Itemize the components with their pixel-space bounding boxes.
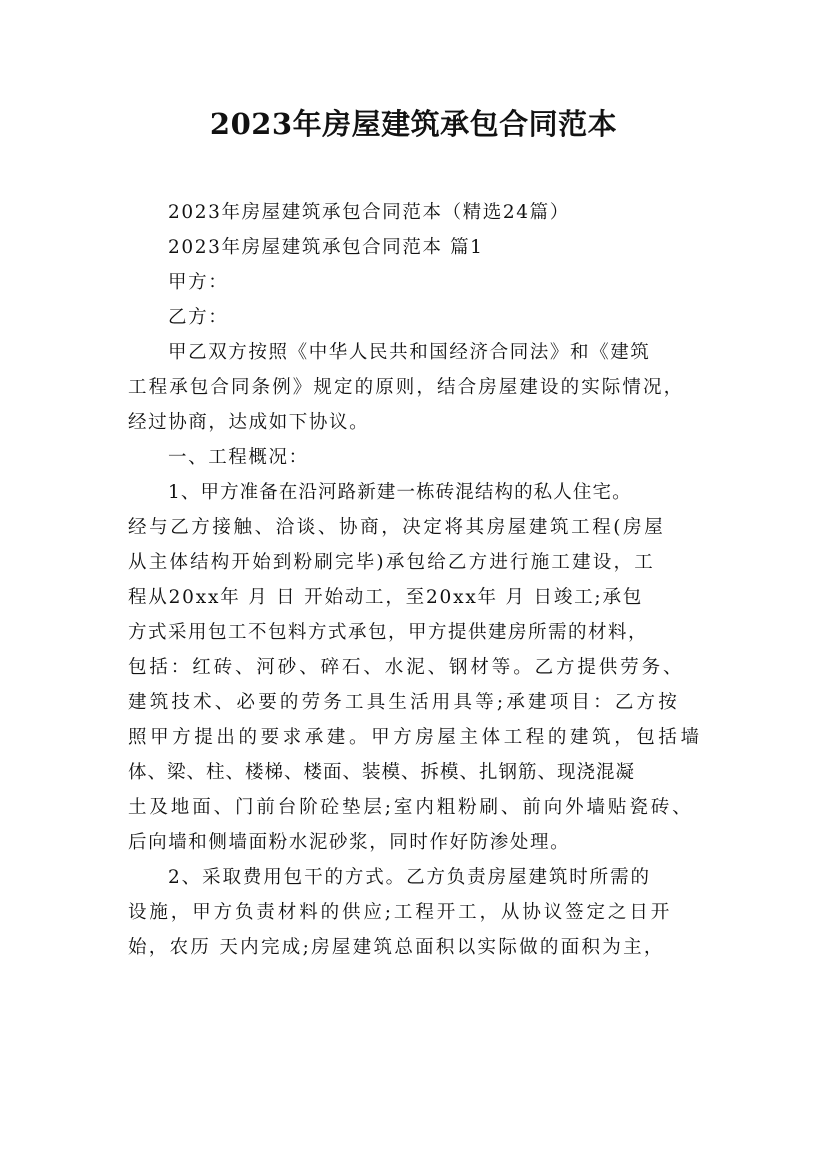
paragraph-line: 经与乙方接触、洽谈、协商，决定将其房屋建筑工程(房屋 xyxy=(128,517,666,538)
paragraph-line: 设施，甲方负责材料的供应;工程开工，从协议签定之日开 xyxy=(128,902,673,923)
paragraph-line: 包括：红砖、河砂、碎石、水泥、钢材等。乙方提供劳务、 xyxy=(128,657,685,678)
paragraph-line: 体、梁、柱、楼梯、楼面、装模、拆模、扎钢筋、现浇混凝 xyxy=(128,762,636,783)
paragraph-line: 程从20xx年 月 日 开始动工，至20xx年 月 日竣工;承包 xyxy=(128,587,644,608)
paragraph-line: 方式采用包工不包料方式承包，甲方提供建房所需的材料， xyxy=(128,622,649,643)
paragraph-line: 始，农历 天内完成;房屋建筑总面积以实际做的面积为主， xyxy=(128,937,665,958)
subtitle-line: 2023年房屋建筑承包合同范本（精选24篇） xyxy=(168,202,570,223)
party-b-line: 乙方： xyxy=(168,307,229,328)
document-body xyxy=(128,195,708,965)
clause-heading: 一、工程概况： xyxy=(168,447,309,468)
paragraph-line: 后向墙和侧墙面粉水泥砂浆，同时作好防渗处理。 xyxy=(128,832,571,853)
paragraph-line: 甲乙双方按照《中华人民共和国经济合同法》和《建筑 xyxy=(168,342,651,363)
section-heading: 2023年房屋建筑承包合同范本 篇1 xyxy=(168,237,484,258)
party-a-line: 甲方： xyxy=(168,272,229,293)
paragraph-line: 从主体结构开始到粉刷完毕)承包给乙方进行施工建设，工 xyxy=(128,552,655,573)
paragraph-line: 照甲方提出的要求承建。甲方房屋主体工程的建筑，包括墙 xyxy=(128,727,703,748)
paragraph-line: 土及地面、门前台阶砼垫层;室内粗粉刷、前向外墙贴瓷砖、 xyxy=(128,797,694,818)
paragraph-line: 建筑技术、必要的劳务工具生活用具等;承建项目：乙方按 xyxy=(128,692,680,713)
paragraph-line: 1、甲方准备在沿河路新建一栋砖混结构的私人住宅。 xyxy=(168,482,632,503)
document-title: 2023年房屋建筑承包合同范本 xyxy=(209,107,618,141)
paragraph-line: 2、采取费用包干的方式。乙方负责房屋建筑时所需的 xyxy=(168,867,651,888)
paragraph-line: 经过协商，达成如下协议。 xyxy=(128,412,370,433)
paragraph-line: 工程承包合同条例》规定的原则，结合房屋建设的实际情况， xyxy=(128,377,685,398)
